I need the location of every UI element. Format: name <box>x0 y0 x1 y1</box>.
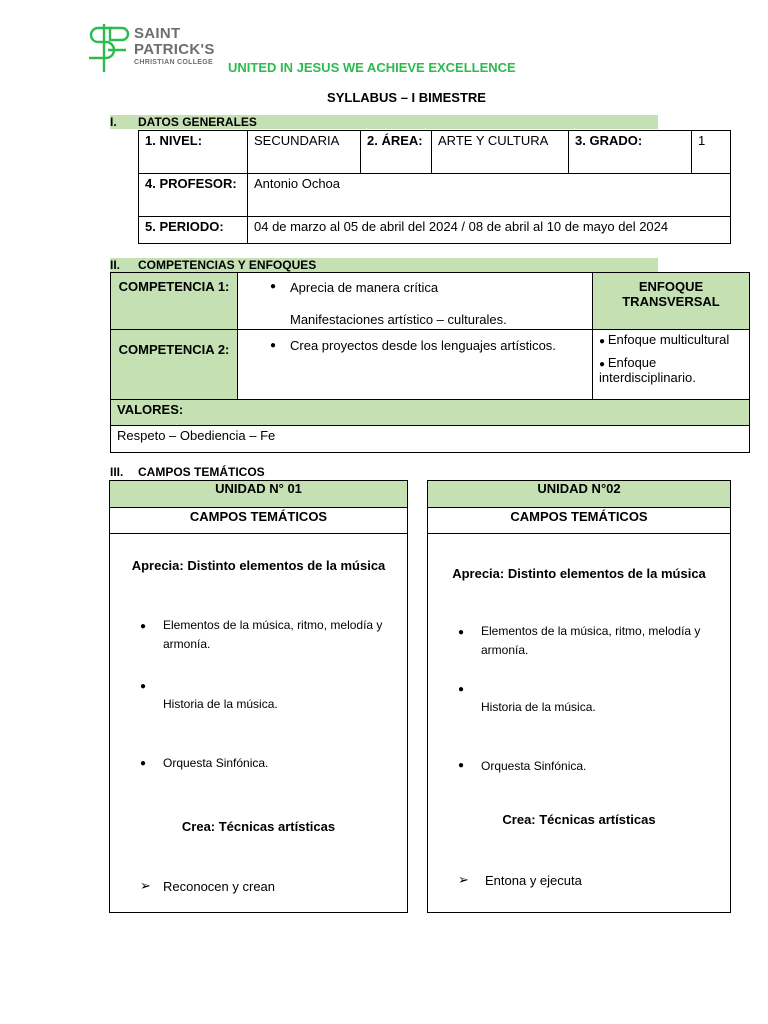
crea-heading: Crea: Técnicas artísticas <box>181 819 336 834</box>
datos-generales-table <box>138 130 731 244</box>
arrow-bullet-icon: ➢ <box>458 872 469 887</box>
section-datos-generales <box>110 115 658 129</box>
grado-label: 3. GRADO: <box>569 131 692 174</box>
section-number: II. <box>110 258 121 272</box>
enfoque-item: ● Enfoque multicultural <box>599 332 730 347</box>
document-title: SYLLABUS – I BIMESTRE <box>327 90 486 105</box>
unit-header: UNIDAD N° 01 <box>110 481 407 508</box>
crea-heading: Crea: Técnicas artísticas <box>502 812 656 827</box>
topic-item: Elementos de la música, ritmo, melodía y armonía. <box>163 618 383 651</box>
bullet-icon: ● <box>458 627 465 638</box>
school-name: SAINT PATRICK'S <box>134 25 215 58</box>
arrow-bullet-icon: ➢ <box>140 878 151 893</box>
competencia-2-line: Crea proyectos desde los lenguajes artísticos. <box>290 338 556 353</box>
profesor-value: Antonio Ochoa <box>248 174 731 217</box>
valores-label: VALORES: <box>111 400 750 426</box>
bullet-icon: ● <box>599 336 608 347</box>
section-title: DATOS GENERALES <box>138 115 257 129</box>
competencia-1-line1: Aprecia de manera crítica <box>290 280 439 295</box>
area-value: ARTE Y CULTURA <box>432 131 569 174</box>
periodo-label: 5. PERIODO: <box>139 217 248 244</box>
section-campos <box>110 465 410 479</box>
unit-subheader: CAMPOS TEMÁTICOS <box>110 508 407 534</box>
bullet-icon: ● <box>140 681 147 692</box>
grado-value: 1 <box>692 131 731 174</box>
topic-item: Orquesta Sinfónica. <box>481 759 587 773</box>
enfoque-item: ● Enfoque interdisciplinario. <box>599 355 696 385</box>
competencia-1-text <box>238 273 593 330</box>
school-subtitle: CHRISTIAN COLLEGE <box>134 59 213 66</box>
topic-item: Historia de la música. <box>163 697 278 711</box>
periodo-value: 04 de marzo al 05 de abril del 2024 / 08 de abril al 10 de mayo del 2024 <box>248 217 731 244</box>
enfoques-list <box>593 330 750 400</box>
section-number: III. <box>110 465 124 479</box>
school-motto: UNITED IN JESUS WE ACHIEVE EXCELLENCE <box>228 60 516 75</box>
enfoque-label: ENFOQUE TRANSVERSAL <box>593 273 750 330</box>
competencia-1-line2: Manifestaciones artístico – culturales. <box>290 312 507 327</box>
competencia-2-label: COMPETENCIA 2: <box>111 330 238 400</box>
bullet-icon: ● <box>270 340 277 351</box>
nivel-label: 1. NIVEL: <box>139 131 248 174</box>
aprecia-heading: Aprecia: Distinto elementos de la música <box>452 566 706 581</box>
competencias-table <box>110 272 750 453</box>
bullet-icon: ● <box>458 760 465 771</box>
section-title: COMPETENCIAS Y ENFOQUES <box>138 258 317 272</box>
topic-item: Orquesta Sinfónica. <box>163 756 269 770</box>
valores-text: Respeto – Obediencia – Fe <box>111 426 750 453</box>
unit-01-card <box>109 480 408 913</box>
unit-02-card <box>427 480 731 913</box>
aprecia-heading: Aprecia: Distinto elementos de la música <box>131 558 386 573</box>
section-competencias <box>110 258 658 272</box>
arrow-item: Entona y ejecuta <box>485 873 582 888</box>
profesor-label: 4. PROFESOR: <box>139 174 248 217</box>
arrow-item: Reconocen y crean <box>163 879 276 894</box>
competencia-1-label: COMPETENCIA 1: <box>111 273 238 330</box>
topic-item: Historia de la música. <box>481 700 596 714</box>
topic-item: Elementos de la música, ritmo, melodía y armonía. <box>481 624 701 657</box>
section-number: I. <box>110 115 117 129</box>
section-title: CAMPOS TEMÁTICOS <box>138 465 265 479</box>
bullet-icon: ● <box>270 281 277 292</box>
unit-header: UNIDAD N°02 <box>428 481 730 508</box>
competencia-2-text <box>238 330 593 400</box>
unit-subheader: CAMPOS TEMÁTICOS <box>428 508 730 534</box>
bullet-icon: ● <box>458 684 465 695</box>
bullet-icon: ● <box>599 359 608 370</box>
nivel-value: SECUNDARIA <box>248 131 361 174</box>
bullet-icon: ● <box>140 621 147 632</box>
bullet-icon: ● <box>140 758 147 769</box>
area-label: 2. ÁREA: <box>361 131 432 174</box>
